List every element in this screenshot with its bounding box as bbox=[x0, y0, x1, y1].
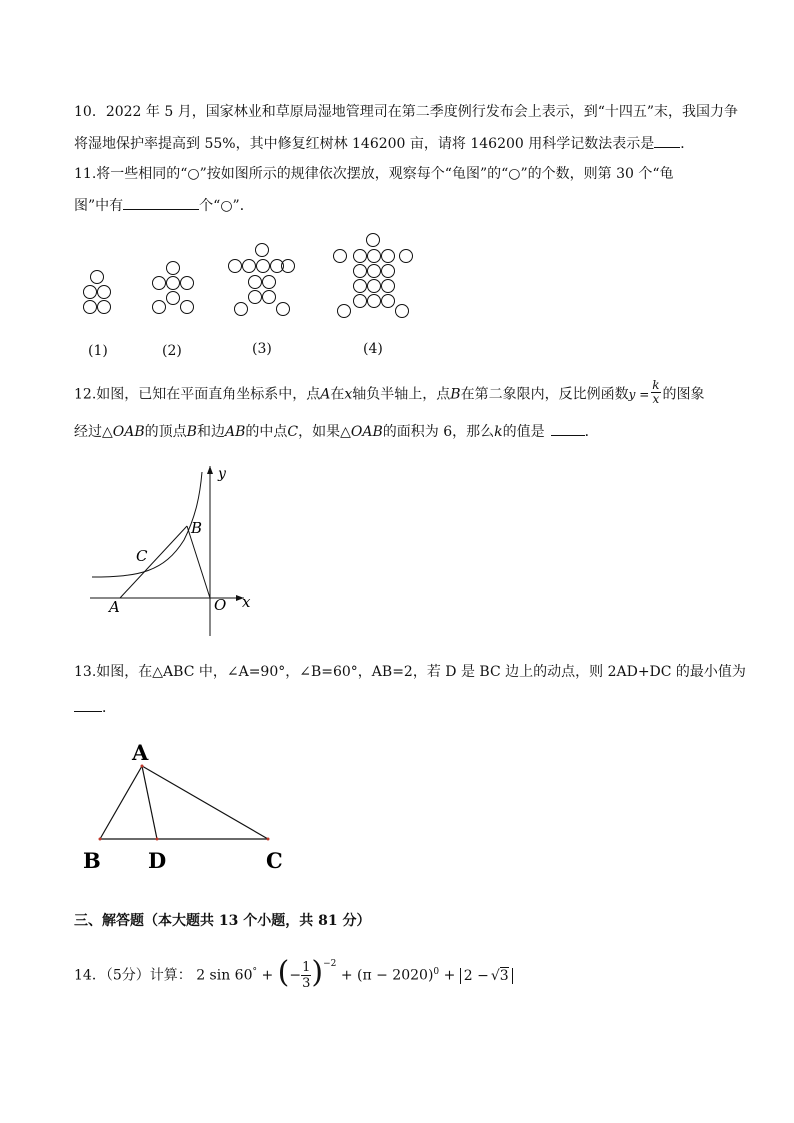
q11-answer-blank bbox=[123, 195, 199, 210]
q12-text-a: 12.如图，已知在平面直角坐标系中，点 bbox=[74, 386, 321, 403]
q13-fig-label-c: C bbox=[266, 848, 283, 873]
q13-fig-label-d: D bbox=[148, 848, 167, 873]
q14-abs-value: 2 − √3 bbox=[460, 968, 513, 984]
q12-side-ab: AB bbox=[224, 424, 246, 440]
q11-caption-4: (4) bbox=[363, 341, 383, 357]
q12-text-h: 和边 bbox=[196, 424, 225, 440]
q10-answer-blank bbox=[654, 133, 680, 148]
q12-text-l: 的值是 bbox=[502, 424, 545, 440]
q12-fig-label-a: A bbox=[109, 598, 120, 616]
turtle-figure-3 bbox=[229, 244, 295, 316]
q14-fraction bbox=[301, 960, 311, 991]
q12-fraction bbox=[651, 379, 660, 406]
q12-point-b: B bbox=[450, 386, 461, 403]
q14-frac-3: 3 bbox=[302, 976, 311, 992]
q12-line2 bbox=[74, 421, 599, 441]
q12-k-var: k bbox=[494, 424, 503, 440]
q10-end: ． bbox=[680, 136, 695, 152]
q14-plus-2: + bbox=[340, 967, 353, 984]
q12-answer-blank bbox=[551, 421, 585, 436]
q13-end: ． bbox=[102, 700, 116, 716]
q14-term-sin: 2 sin 60 bbox=[196, 967, 253, 984]
q12-text-b: 在 bbox=[330, 386, 345, 403]
q12-x-var: x bbox=[344, 386, 353, 403]
q13-line1: 13.如图，在△ABC 中，∠A=90°，∠B=60°，AB=2，若 D 是 BC 边上的动点，则 2AD+DC 的最小值为 bbox=[74, 664, 746, 680]
q14-abs-inner: 2 − bbox=[463, 967, 489, 984]
q12-text-j: ，如果△ bbox=[298, 424, 351, 440]
q12-end: ． bbox=[584, 424, 599, 440]
q13-fig-label-a: A bbox=[132, 740, 149, 765]
q11-caption-3: (3) bbox=[252, 341, 272, 357]
q13-answer-blank bbox=[74, 697, 102, 712]
q11-line1: 11.将一些相同的“○”按如图所示的规律依次摆放，观察每个“龟图”的“○”的个数，则第 30 个“龟 bbox=[74, 166, 674, 182]
turtle-figure-1 bbox=[84, 271, 111, 314]
q12-coordinate-figure bbox=[84, 460, 264, 640]
q11-turtle-figures bbox=[70, 228, 430, 328]
q12-text-i: 的中点 bbox=[245, 424, 288, 440]
q11-line2-b: 个“○”． bbox=[199, 198, 254, 214]
q12-y-eq: y = bbox=[628, 387, 650, 402]
q12-point-a: A bbox=[320, 386, 331, 403]
q14-plus-3: + bbox=[443, 967, 456, 984]
q14-line: 14．（5分）计算： 2 sin 60° + (− $\frac{1}{3}$ )$^{-2} + (\pi - 2020)^0 + 2 - √3$ bbox=[74, 955, 513, 989]
section3-title: 三、解答题（本大题共 13 个小题，共 81 分） bbox=[74, 913, 371, 929]
q14-sqrt-3: 3 bbox=[499, 967, 509, 984]
q12-fig-label-c: C bbox=[136, 547, 148, 565]
q12-text-k: 的面积为 6，那么 bbox=[382, 424, 495, 440]
q12-frac-k: k bbox=[652, 378, 660, 392]
q12-frac-x: x bbox=[652, 392, 660, 406]
q12-text-e: 的图象 bbox=[662, 386, 705, 403]
q12-point-c: C bbox=[287, 424, 299, 440]
q13-triangle-figure bbox=[80, 735, 300, 875]
q14-exponent-0: 0 bbox=[433, 967, 440, 977]
turtle-figure-4 bbox=[334, 234, 413, 318]
q12-text-g: 的顶点 bbox=[144, 424, 187, 440]
q12-text-d: 在第二象限内，反比例函数 bbox=[460, 386, 629, 403]
q12-oab-1: OAB bbox=[112, 424, 145, 440]
q12-fig-label-b: B bbox=[191, 519, 203, 537]
q11-line2 bbox=[74, 195, 254, 215]
q12-fig-label-y: y bbox=[218, 466, 226, 482]
q12-fig-label-o: O bbox=[214, 596, 227, 614]
q13-line2 bbox=[74, 697, 116, 717]
q10-line2-text: 将湿地保护率提高到 55%，其中修复红树林 146200 亩，请将 146200 用科学记数法表示是 bbox=[74, 136, 655, 152]
q14-plus-1: + bbox=[261, 967, 274, 984]
q10-line2 bbox=[74, 133, 694, 153]
q12-fig-label-x: x bbox=[242, 593, 251, 611]
q12-line1 bbox=[74, 378, 705, 408]
q14-prefix: 14．（5分）计算： bbox=[74, 967, 192, 984]
q14-exponent-neg2: −2 bbox=[323, 959, 337, 969]
q14-term-pi: (π − 2020) bbox=[357, 967, 434, 984]
q11-caption-1: (1) bbox=[88, 343, 108, 359]
q12-text-f: 经过△ bbox=[74, 424, 113, 440]
q13-fig-label-b: B bbox=[83, 848, 101, 873]
q12-point-b-2: B bbox=[186, 424, 197, 440]
q11-line2-a: 图”中有 bbox=[74, 198, 124, 214]
q11-caption-2: (2) bbox=[162, 343, 182, 359]
q14-degree: ° bbox=[252, 967, 257, 977]
q10-line1: 10．2022 年 5 月，国家林业和草原局湿地管理司在第二季度例行发布会上表示，到“十四五”末，我国力争 bbox=[74, 104, 739, 120]
turtle-figure-2 bbox=[153, 262, 194, 314]
q14-minus: − bbox=[289, 967, 302, 984]
q14-frac-1: 1 bbox=[302, 960, 311, 976]
q12-oab-2: OAB bbox=[350, 424, 383, 440]
q12-text-c: 轴负半轴上，点 bbox=[352, 386, 451, 403]
